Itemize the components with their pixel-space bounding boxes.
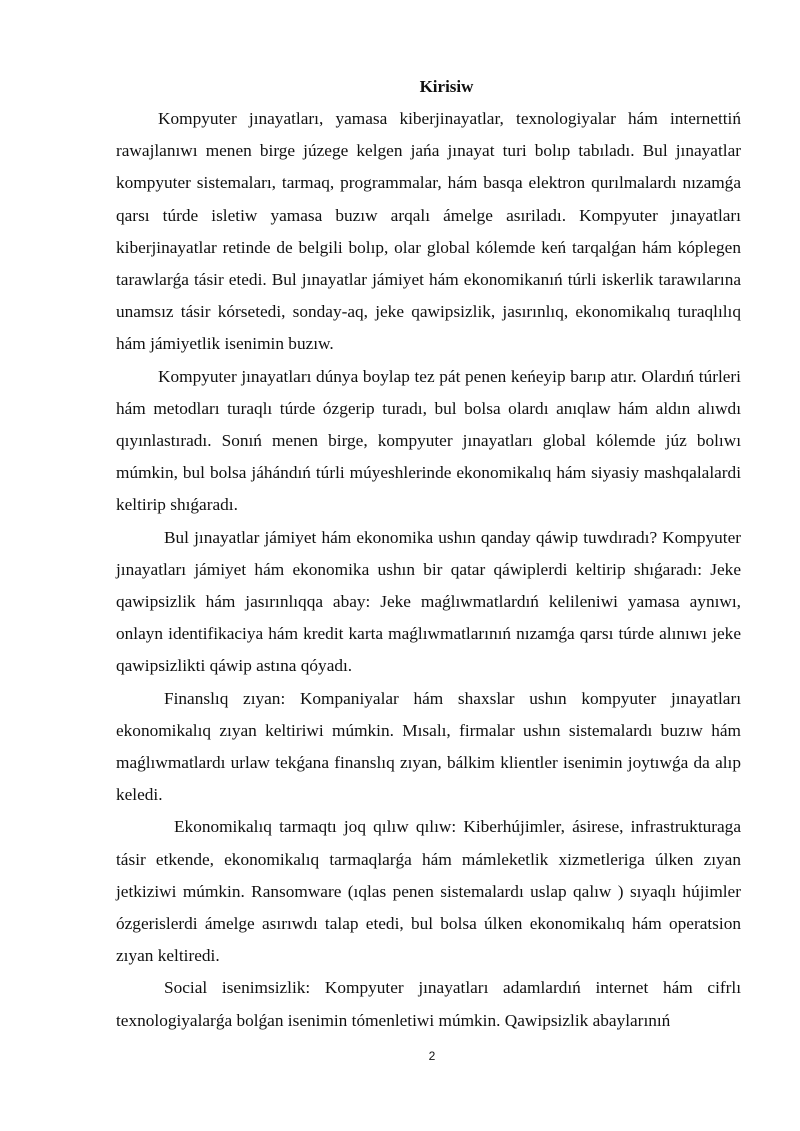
paragraph: Social isenimsizlik: Kompyuter jınayatları adamlardıń internet hám cifrlı texnologiyalarǵa bolǵan isenimin tómenletiwi múmkin. Qawipsizlik abaylarınıń [116,978,741,1030]
paragraph: Finanslıq zıyan: Kompaniyalar hám shaxslar ushın kompyuter jınayatları ekonomikalıq zıyan keltiriwi múmkin. Mısalı, firmalar ushın sistemalardı buzıw hám maǵlıwmatlardı urlaw tekǵana finanslıq zıyan, bálkim klientler isenimin joytıwǵa da alıp keledi. [116,688,741,805]
paragraph: Ekonomikalıq tarmaqtı joq qılıw qılıw: Kiberhújimler, ásirese, infrastrukturaga tásir etkende, ekonomikalıq tarmaqlarǵa hám mámleketlik xizmetleriga úlken zıyan jetkiziwi múmkin. Ransomware (ıqlas penen sistemalardı uslap qalıw ) sıyaqlı hújimler ózgerislerdi ámelge asırıwdı talap etedi, bul bolsa úlken ekonomikalıq hám operatsion zıyan keltiredi. [116,817,741,966]
page-number: 2 [428,1049,436,1063]
body-text [116,103,741,1037]
paragraph: Kompyuter jınayatları dúnya boylap tez pát penen keńeyip barıp atır. Olardıń túrleri hám metodları turaqlı túrde ózgerip turadı, bul bolsa olardı anıqlaw hám aldın alıwdı qıyınlastıradı. Sonıń menen birge, kompyuter jınayatları global kólemde júz bolıwı múmkin, bul bolsa jáhándıń túrli múyeshlerinde ekonomikalıq hám siyasiy mashqalalardi keltirip shıǵaradı. [116,366,741,515]
paragraph: Bul jınayatlar jámiyet hám ekonomika ushın qanday qáwip tuwdıradı? Kompyuter jınayatları jámiyet hám ekonomika ushın bir qatar qáwiplerdi keltirip shıǵaradı: Jeke qawipsizlik hám jasırınlıqqa abay: Jeke maǵlıwmatlardıń kelileniwi yamasa aynıwı, onlayn identifikaciya hám kredit karta maǵlıwmatlarınıń nızamǵa qarsı túrde alınıwı jeke qawipsizlikti qáwip astına qóyadı. [116,527,741,676]
section-title: Kirisiw [419,77,474,96]
paragraph: Kompyuter jınayatları, yamasa kiberjinayatlar, texnologiyalar hám internettiń rawajlanıwı menen birge júzege kelgen jańa jınayat turi bolıp tabıladı. Bul jınayatlar kompyuter sistemaları, tarmaq, programmalar, hám basqa elektron qurılmalardı nızamǵa qarsı túrde isletiw yamasa buzıw arqalı ámelge asıriladı. Kompyuter jınayatları kiberjinayatlar retinde de belgili bolıp, olar global kólemde keń tarqalǵan hám kóplegen tarawlarǵa tásir etedi. Bul jınayatlar jámiyet hám ekonomikanıń túrli iskerlik tarawılarına unamsız tásir kórsetedi, sonday-aq, jeke qawipsizlik, jasırınlıq, ekonomikalıq turaqlılıq hám jámiyetlik isenimin buzıw. [116,109,741,354]
